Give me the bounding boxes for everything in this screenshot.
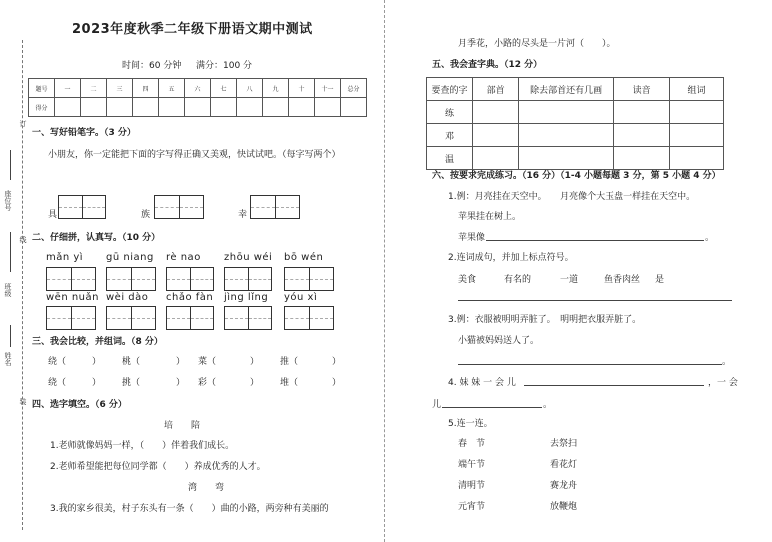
dict-answer-cell[interactable] [614,124,670,147]
s6-q3-sentence: 小猫被妈妈送人了。 [458,336,540,346]
score-cell[interactable] [263,98,289,117]
margin-seat-label: 座位号 [4,190,12,211]
s6-q1-end: 。 [705,233,715,243]
s6-q2-word-4: 鱼香肉丝 [604,275,641,285]
match-left-item[interactable]: 春 节 [458,439,486,449]
s6-q4-answer-line-2[interactable] [442,407,542,408]
s6-q4-start: 4. 妹 妹 一 会 儿 [448,378,516,388]
fill-q2: 2.老师希望能把每位同学都（ ）养成优秀的人才。 [50,462,266,472]
compare-char: 彩（ [198,378,217,388]
writing-grid-ju[interactable] [58,195,106,219]
compare-paren-close: ） [250,378,260,388]
pinyin-label: rè nao [166,252,201,263]
dict-answer-cell[interactable] [670,124,724,147]
compare-char: 挑（ [122,378,141,388]
dict-answer-cell[interactable] [670,101,724,124]
compare-paren-close: ） [176,357,186,367]
score-cell[interactable] [55,98,81,117]
dict-row [427,124,724,147]
dict-answer-cell[interactable] [473,124,519,147]
s6-q1-prompt: 苹果像 [458,233,486,243]
s6-q4-er: 儿 [432,400,442,410]
score-header-cell: 三 [107,79,133,98]
pinyin-writing-grid[interactable] [224,267,272,291]
match-left-item[interactable]: 元宵节 [458,502,486,512]
score-header-cell: 六 [185,79,211,98]
page-title: 2023年度秋季二年级下册语文期中测试 [72,22,313,37]
section-5-heading: 五、我会查字典。（12 分） [432,60,543,70]
compare-char: 推（ [280,357,299,367]
score-cell[interactable] [341,98,367,117]
writing-grid-zu[interactable] [154,195,204,219]
score-cell[interactable] [289,98,315,117]
score-table [28,78,367,117]
compare-paren-close: ） [92,357,102,367]
fill-q3: 3.我的家乡很美，村子东头有一条（ ）曲的小路，两旁种有美丽的 [50,504,329,514]
dictionary-table [426,77,724,170]
match-right-item[interactable]: 放鞭炮 [550,502,578,512]
dict-answer-cell[interactable] [519,124,614,147]
section-3-heading: 三、我会比较，并组词。（8 分） [32,337,163,347]
score-header-cell: 总分 [341,79,367,98]
score-header-cell: 九 [263,79,289,98]
writing-grid-xing[interactable] [250,195,300,219]
fill-q1: 1.老师就像妈妈一样，（ ）伴着我们成长。 [50,441,235,451]
score-header-cell: 题号 [29,79,55,98]
word-pair-pei: 培 陪 [164,421,201,431]
margin-ding-label: 订 [19,120,27,127]
pinyin-writing-grid[interactable] [224,306,272,330]
s6-q1-sentence: 苹果挂在树上。 [458,212,522,222]
pinyin-writing-grid[interactable] [106,306,156,330]
exam-time: 时间：60 分钟 [122,61,182,71]
exam-full-score: 满分：100 分 [196,61,253,71]
match-right-item[interactable]: 赛龙舟 [550,481,578,491]
pinyin-label: chǎo fàn [166,292,214,303]
char-ju: 具 [48,210,58,220]
s6-q2-word-3: 一道 [560,275,579,285]
compare-paren-close: ） [332,357,342,367]
pinyin-writing-grid[interactable] [46,306,96,330]
section-2-heading: 二、仔细拼，认真写。（10 分） [32,233,161,243]
compare-paren-close: ） [332,378,342,388]
s6-q2-word-1: 美食 [458,275,477,285]
dict-header-cell: 除去部首还有几画 [519,78,614,101]
pinyin-writing-grid[interactable] [46,267,96,291]
score-header-cell: 八 [237,79,263,98]
score-header-cell: 一 [55,79,81,98]
s6-q2-answer-line[interactable] [458,300,732,301]
dict-answer-cell[interactable] [473,147,519,170]
score-header-cell: 十 [289,79,315,98]
dict-answer-cell[interactable] [670,147,724,170]
compare-paren-close: ） [250,357,260,367]
section-1-heading: 一、写好铅笔字。（3 分） [32,128,136,138]
s6-q1: 1.例：月亮挂在天空中。 月亮像个大玉盘一样挂在天空中。 [448,192,696,202]
dict-char: 邓 [427,124,473,147]
s6-q2: 2.连词成句，并加上标点符号。 [448,253,574,263]
score-cell[interactable] [133,98,159,117]
s6-q2-word-2: 有名的 [504,275,532,285]
score-header-cell: 五 [159,79,185,98]
dict-row [427,147,724,170]
page-divider [384,0,385,542]
char-xing: 幸 [238,210,248,220]
section-4-heading: 四、选字填空。（6 分） [32,400,127,410]
word-pair-wan: 湾 弯 [188,483,225,493]
s6-q3-end: 。 [722,357,732,367]
match-left-item[interactable]: 端午节 [458,460,486,470]
match-left-item[interactable]: 清明节 [458,481,486,491]
pinyin-label: bō wén [284,252,324,263]
pinyin-writing-grid[interactable] [166,267,214,291]
fill-q3-continued: 月季花，小路的尽头是一片河（ ）。 [458,39,616,49]
pinyin-writing-grid[interactable] [166,306,214,330]
compare-char: 绕（ [48,357,67,367]
s6-q5: 5.连一连。 [448,419,493,429]
margin-name-label: 姓名 [4,352,12,366]
char-zu: 族 [141,210,151,220]
score-cell[interactable] [107,98,133,117]
margin-xian-label: 线 [19,236,27,243]
match-right-item[interactable]: 去祭扫 [550,439,578,449]
score-header-cell: 四 [133,79,159,98]
compare-paren-close: ） [176,378,186,388]
score-row-label: 得分 [29,98,55,117]
margin-name-underline [10,325,11,347]
s6-q3-answer-line[interactable] [458,364,722,365]
s6-q3: 3.例：衣服被明明弄脏了。 明明把衣服弄脏了。 [448,315,642,325]
pinyin-label: zhōu wéi [224,252,273,263]
pinyin-writing-grid[interactable] [106,267,156,291]
dict-answer-cell[interactable] [519,147,614,170]
score-header-cell: 七 [211,79,237,98]
compare-char: 堆（ [280,378,299,388]
dict-row [427,101,724,124]
dict-char: 温 [427,147,473,170]
score-header-cell: 十一 [315,79,341,98]
score-cell[interactable] [211,98,237,117]
s6-q4-end: 。 [543,400,553,410]
score-header-cell: 二 [81,79,107,98]
margin-class-label: 班级 [4,283,12,297]
dict-answer-cell[interactable] [614,147,670,170]
dict-header-cell: 部首 [473,78,519,101]
pinyin-label: jìng lǐng [224,292,269,303]
score-cell[interactable] [237,98,263,117]
match-right-item[interactable]: 看花灯 [550,460,578,470]
dict-answer-cell[interactable] [519,101,614,124]
score-cell[interactable] [159,98,185,117]
pinyin-label: mǎn yì [46,252,84,263]
s6-q4-answer-line-1[interactable] [524,385,704,386]
margin-seat-underline [10,150,11,180]
score-cell[interactable] [185,98,211,117]
section-1-intro: 小朋友，你一定能把下面的字写得正确又美观，快试试吧。（每字写两个） [48,150,341,160]
binding-line [22,40,23,530]
score-cell[interactable] [81,98,107,117]
pinyin-label: yóu xì [284,292,318,303]
dict-char: 练 [427,101,473,124]
margin-class-underline [10,232,11,272]
pinyin-label: wēn nuǎn [46,292,99,303]
dict-header-cell: 要查的字 [427,78,473,101]
section-6-heading: 六、按要求完成练习。（16 分）（1-4 小题每题 3 分，第 5 小题 4 分） [432,171,721,181]
margin-zhuang-label: 装 [19,398,27,405]
compare-char: 桃（ [122,357,141,367]
pinyin-writing-grid[interactable] [284,267,334,291]
pinyin-label: gū niang [106,252,154,263]
compare-char: 绕（ [48,378,67,388]
s6-q2-word-5: 是 [655,275,665,285]
dict-header-cell: 组词 [670,78,724,101]
dict-header-cell: 读音 [614,78,670,101]
dict-answer-cell[interactable] [473,101,519,124]
compare-char: 菜（ [198,357,217,367]
compare-paren-close: ） [92,378,102,388]
pinyin-writing-grid[interactable] [284,306,334,330]
pinyin-label: wèi dào [106,292,149,303]
s6-q4-middle: ，一 会 [708,378,738,388]
s6-q1-answer-line[interactable] [486,240,704,241]
score-cell[interactable] [315,98,341,117]
dict-answer-cell[interactable] [614,101,670,124]
